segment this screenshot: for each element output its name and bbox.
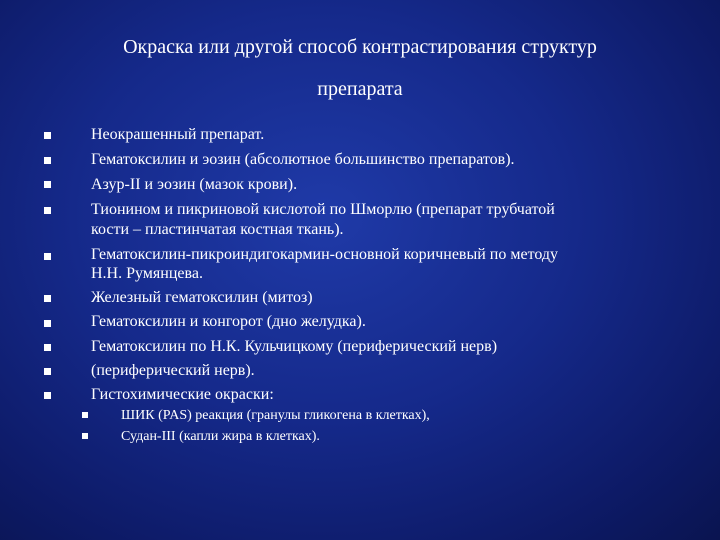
slide-title: Окраска или другой способ контрастирования структур <box>123 36 597 58</box>
list-item-continuation: кости – пластинчатая костная ткань). <box>91 221 344 238</box>
list-item: Тионином и пикриновой кислотой по Шморлю (препарат трубчатой <box>91 201 555 218</box>
bullet-icon <box>44 392 51 399</box>
bullet-icon <box>44 320 51 327</box>
list-item: Гематоксилин-пикроиндигокармин-основной коричневый по методу <box>91 246 559 263</box>
list-item: Гистохимические окраски: <box>91 386 274 403</box>
list-item: (периферический нерв). <box>91 362 255 379</box>
bullet-icon <box>44 207 51 214</box>
list-item: Азур-II и эозин (мазок крови). <box>91 176 298 193</box>
slide-title-continuation: препарата <box>317 78 403 100</box>
sub-bullet-icon <box>82 412 88 418</box>
list-item: Железный гематоксилин (митоз) <box>91 289 313 306</box>
bullet-icon <box>44 253 51 260</box>
sub-list-item: Судан-III (капли жира в клетках). <box>121 429 320 444</box>
bullet-icon <box>44 181 51 188</box>
bullet-icon <box>44 157 51 164</box>
bullet-icon <box>44 295 51 302</box>
sub-list-item: ШИК (PAS) реакция (гранулы гликогена в клетках), <box>121 408 430 423</box>
list-item-continuation: Н.Н. Румянцева. <box>91 265 203 282</box>
bullet-icon <box>44 368 51 375</box>
list-item: Гематоксилин и конгорот (дно желудка). <box>91 313 366 330</box>
bullet-icon <box>44 132 51 139</box>
list-item: Гематоксилин и эозин (абсолютное большинство препаратов). <box>91 151 515 168</box>
list-item: Гематоксилин по Н.К. Кульчицкому (периферический нерв) <box>91 338 498 355</box>
bullet-icon <box>44 344 51 351</box>
sub-bullet-icon <box>82 433 88 439</box>
list-item: Неокрашенный препарат. <box>91 126 265 143</box>
